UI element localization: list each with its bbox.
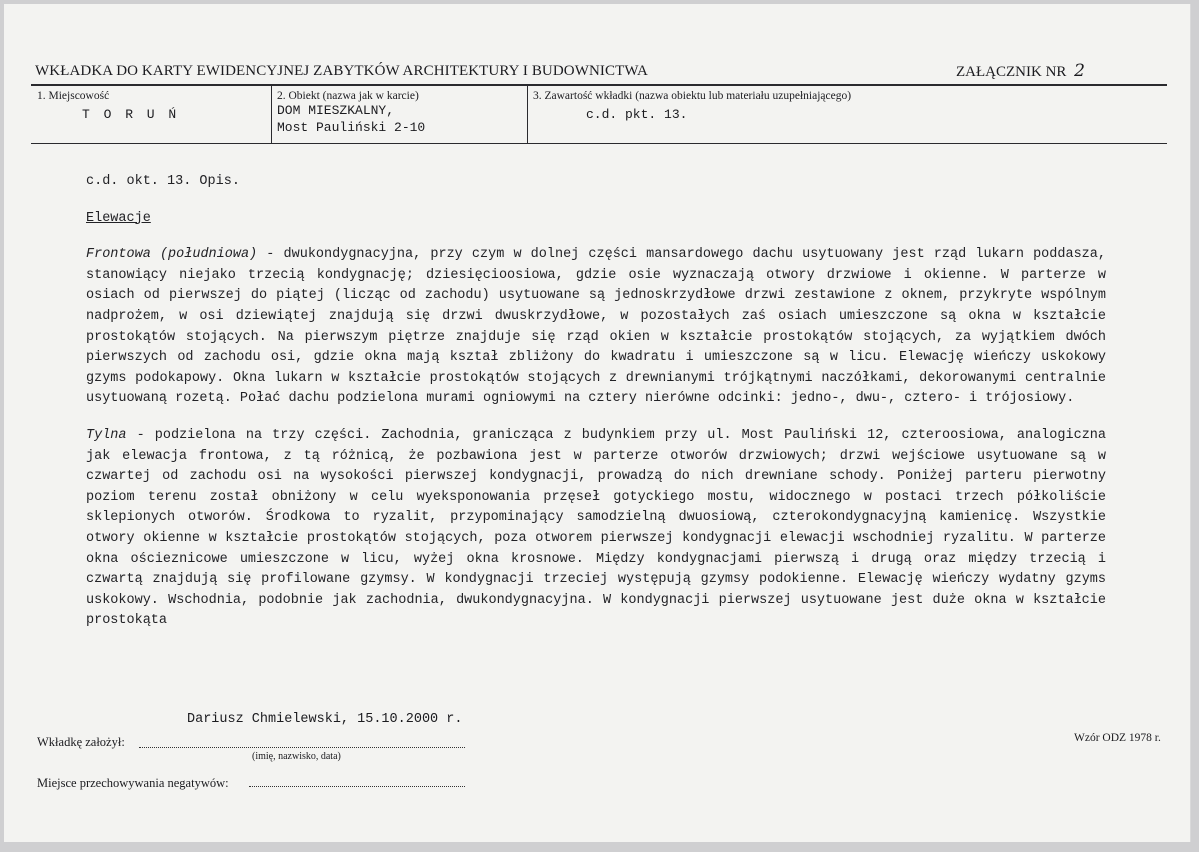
description-body xyxy=(86,172,1106,648)
object-value-line2: Most Pauliński 2-10 xyxy=(277,120,426,135)
location-cell xyxy=(31,86,272,143)
created-by-dotted-line xyxy=(139,747,465,748)
paragraph-front-elevation xyxy=(86,245,1106,410)
description-heading: c.d. okt. 13. Opis. xyxy=(86,174,240,189)
paragraph-text: - dwukondygnacyjna, przy czym w dolnej części mansardowego dachu usytuowany jest rząd lukarn poddasza, stanowiący niejako trzecią kondygnację; dziesięcioosiowa, gdzie osie wyznaczają otwory drzwiowe i okienne. W parterze w osiach od pierwszej do piątej (licząc od zachodu) usytuowane są jednoskrzydłowe drzwi zestawione z oknem, przykryte wspólnym nadprożem, w osi dziewiątej znajdują się drzwi dwuskrzydłowe, w pozostałych zaś osiach umieszczone są okna w kształcie prostokątów stojących. Na pierwszym piętrze znajduje się rząd okien w kształcie prostokątów stojących, za wyjątkiem dwóch pierwszych od zachodu osi, gdzie okna mają kształ zbliżony do kwadratu i umieszczone są w licu. Elewację wieńczy uskokowy gzyms podokapowy. Okna lukarn w kształcie prostokątów stojących z drewnianymi trójkątnymi naczółkami, dekorowanymi centralnie usytuowaną rozetą. Połać dachu podzielona murami ogniowymi na cztery nierówne odcinki: jedno-, dwu-, cztero- i trójosiowy. xyxy=(86,247,1106,407)
annex-label-text: ZAŁĄCZNIK NR xyxy=(956,64,1067,80)
annex-number: 2 xyxy=(1074,61,1085,81)
record-card xyxy=(4,4,1191,842)
paragraph-rear-elevation xyxy=(86,426,1106,632)
negatives-label: Miejsce przechowywania negatywów: xyxy=(37,776,229,790)
paragraph-lead: Frontowa (południowa) xyxy=(86,247,258,263)
object-value xyxy=(277,102,425,136)
header-fields-table xyxy=(31,86,1167,144)
signature-line: Dariusz Chmielewski, 15.10.2000 r. xyxy=(187,712,463,727)
location-label: 1. Miejscowość xyxy=(37,90,110,102)
location-value: T O R U Ń xyxy=(82,107,180,122)
created-by-label: Wkładkę założył: xyxy=(37,735,125,749)
paragraph-lead: Tylna xyxy=(86,427,127,443)
content-cell xyxy=(527,86,1167,143)
section-title: Elewacje xyxy=(86,210,151,226)
object-label: 2. Obiekt (nazwa jak w karcie) xyxy=(277,90,419,102)
created-by-caption: (imię, nazwisko, data) xyxy=(252,751,341,762)
object-cell xyxy=(271,86,528,143)
form-title: WKŁADKA DO KARTY EWIDENCYJNEJ ZABYTKÓW ARCHITEKTURY I BUDOWNICTWA xyxy=(35,63,648,79)
form-pattern-note: Wzór ODZ 1978 r. xyxy=(1074,732,1161,744)
content-label: 3. Zawartość wkładki (nazwa obiektu lub materiału uzupełniającego) xyxy=(533,90,852,102)
object-value-line1: DOM MIESZKALNY, xyxy=(277,103,395,118)
paragraph-text: - podzielona na trzy części. Zachodnia, granicząca z budynkiem przy ul. Most Pauliński 12, czteroosiowa, analogiczna jak elewacja frontowa, z tą różnicą, że pozbawiona jest w parterze otworów drzwiowych; drzwi wejściowe usytuowane są w czwartej od zachodu osi na wysokości pierwszej kondygnacji, prowadzą do nich drewniane schody. Poniżej parteru pierwotny poziom terenu został obniżony w celu wyeksponowania przęseł gotyckiego mostu, widocznego w postaci trzech półkoliście sklepionych otworów. Środkowa to ryzalit, przypominający samodzielną dwuosiową, czterokondygnacyjną kamienicę. Wszystkie otwory okienne w kształcie prostokątów stojących, poza otworem pierwszej kondygnacji elewacji wschodniej ryzalitu. W parterze okna ościeznicowe umieszczone w licu, wyżej okna krosnowe. Między kondygnacjami pierwszą i drugą oraz między trzecią i czwartą znajdują się profilowane gzymsy. W kondygnacji trzeciej występują gzymsy podokienne. Elewację wieńczy wydatny gzyms uskokowy. Wschodnia, podobnie jak zachodnia, dwukondygnacyjna. W kondygnacji pierwszej usytuowane jest duże okna w kształcie prostokąta xyxy=(86,427,1106,629)
annex-label xyxy=(956,61,1085,81)
content-value: c.d. pkt. 13. xyxy=(586,107,688,122)
negatives-dotted-line xyxy=(249,786,465,787)
